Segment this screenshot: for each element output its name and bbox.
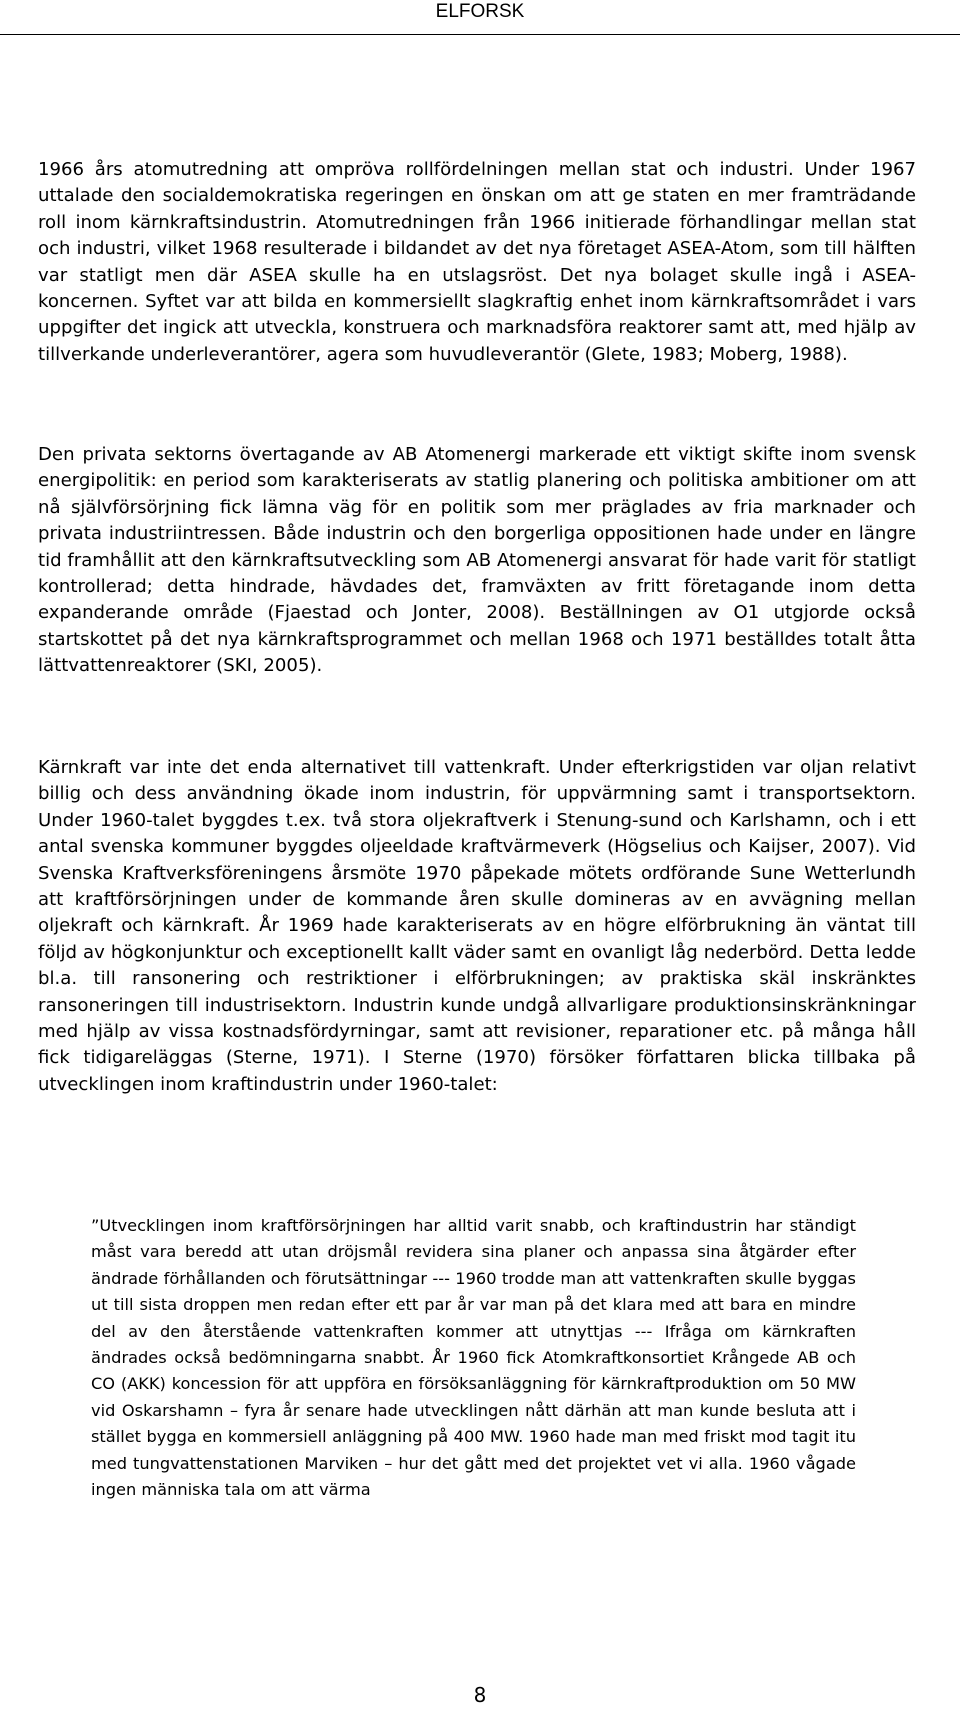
paragraph-text: Den privata sektorns övertagande av AB Atomenergi markerade ett viktigt skifte inom svensk energipolitik: en period som karakteriserats av statlig planering och politiska ambitioner om att nå självförsörjning fick lämna väg för en politik som mer präglades av fria marknader och privata industriintressen. Både industrin och den borgerliga oppositionen hade under en längre tid framhållit att den kärnkraftsutveckling som AB Atomenergi ansvarat för hade varit för statligt kontrollerad; detta hindrade, hävdades det, framväxten av fritt företagande inom detta expanderande område (Fjaestad och Jonter, 2008). Beställningen av O1 utgjorde också startskottet på det nya kärnkraftsprogrammet och mellan 1968 och 1971 beställdes totalt åtta lättvattenreaktorer (SKI, 2005). (38, 444, 916, 677)
body-paragraph-3 (38, 755, 916, 1098)
page-number: 8 (473, 1683, 487, 1707)
paragraph-text: Kärnkraft var inte det enda alternativet till vattenkraft. Under efterkrigstiden var oljan relativt billig och dess användning ökade inom industrin, för uppvärmning samt i transportsektorn. Under 1960-talet byggdes t.ex. två stora oljekraftverk i Stenung-sund och Karlshamn, och i ett antal svenska kommuner byggdes oljeeldade kraftvärmeverk (Högselius och Kaijser, 2007). Vid Svenska Kraftverksföreningens årsmöte 1970 påpekade mötets ordförande Sune Wetterlundh att kraftförsörjningen under de kommande åren skulle domineras av en avvägning mellan oljekraft och kärnkraft. År 1969 hade karakteriserats av en högre elförbrukning än väntat till följd av högkonjunktur och exceptionellt kallt väder samt en ovanligt låg nederbörd. Detta ledde bl.a. till ransonering och restriktioner i elförbrukningen; av praktiska skäl inskränktes ransoneringen till industrisektorn. Industrin kunde undgå allvarligare produktionsinskränkningar med hjälp av vissa kostnadsfördyrningar, samt att revisioner, reparationer etc. på många håll fick tidigareläggas (Sterne, 1971). I Sterne (1970) försöker författaren blicka tillbaka på utvecklingen inom kraftindustrin under 1960-talet: (38, 757, 916, 1095)
running-header (0, 0, 960, 35)
body-paragraph-2 (38, 442, 916, 680)
paragraph-text: 1966 års atomutredning att ompröva rollfördelningen mellan stat och industri. Under 1967 uttalade den socialdemokratiska regeringen en önskan om att ge staten en mer framträdande roll inom kärnkraftsindustrin. Atomutredningen från 1966 initierade förhandlingar mellan stat och industri, vilket 1968 resulterade i bildandet av det nya företaget ASEA-Atom, som till hälften var statligt men där ASEA skulle ha en utslagsröst. Det nya bolaget skulle ingå i ASEA-koncernen. Syftet var att bilda en kommersiellt slagkraftig enhet inom kärnkraftsområdet i vars uppgifter det ingick att utveckla, konstruera och marknadsföra reaktorer samt att, med hjälp av tillverkande underleverantörer, agera som huvudleverantör (Glete, 1983; Moberg, 1988). (38, 159, 916, 365)
header-title: ELFORSK (435, 1, 525, 22)
block-quote (91, 1213, 856, 1503)
body-paragraph-1 (38, 157, 916, 368)
quote-text: ”Utvecklingen inom kraftförsörjningen har alltid varit snabb, och kraftindustrin har ständigt måst vara beredd att utan dröjsmål revidera sina planer och anpassa sina åtgärder efter ändrade förhållanden och förutsättningar --- 1960 trodde man att vattenkraften skulle byggas ut till sista droppen men redan efter ett par år var man på det klara med att bara en mindre del av den återstående vattenkraften kommer att utnyttjas --- Ifråga om kärnkraften ändrades också bedömningarna snabbt. År 1960 fick Atomkraftkonsortiet Krångede AB och CO (AKK) koncession för att uppföra en försöksanläggning för kärnkraftproduktion om 50 MW vid Oskarshamn – fyra år senare hade utvecklingen nått därhän att man kunde besluta att i stället bygga en kommersiell anläggning på 400 MW. 1960 hade man med friskt mod tagit itu med tungvattenstationen Marviken – hur det gått med det projektet vet vi alla. 1960 vågade ingen människa tala om att värma (91, 1216, 856, 1500)
